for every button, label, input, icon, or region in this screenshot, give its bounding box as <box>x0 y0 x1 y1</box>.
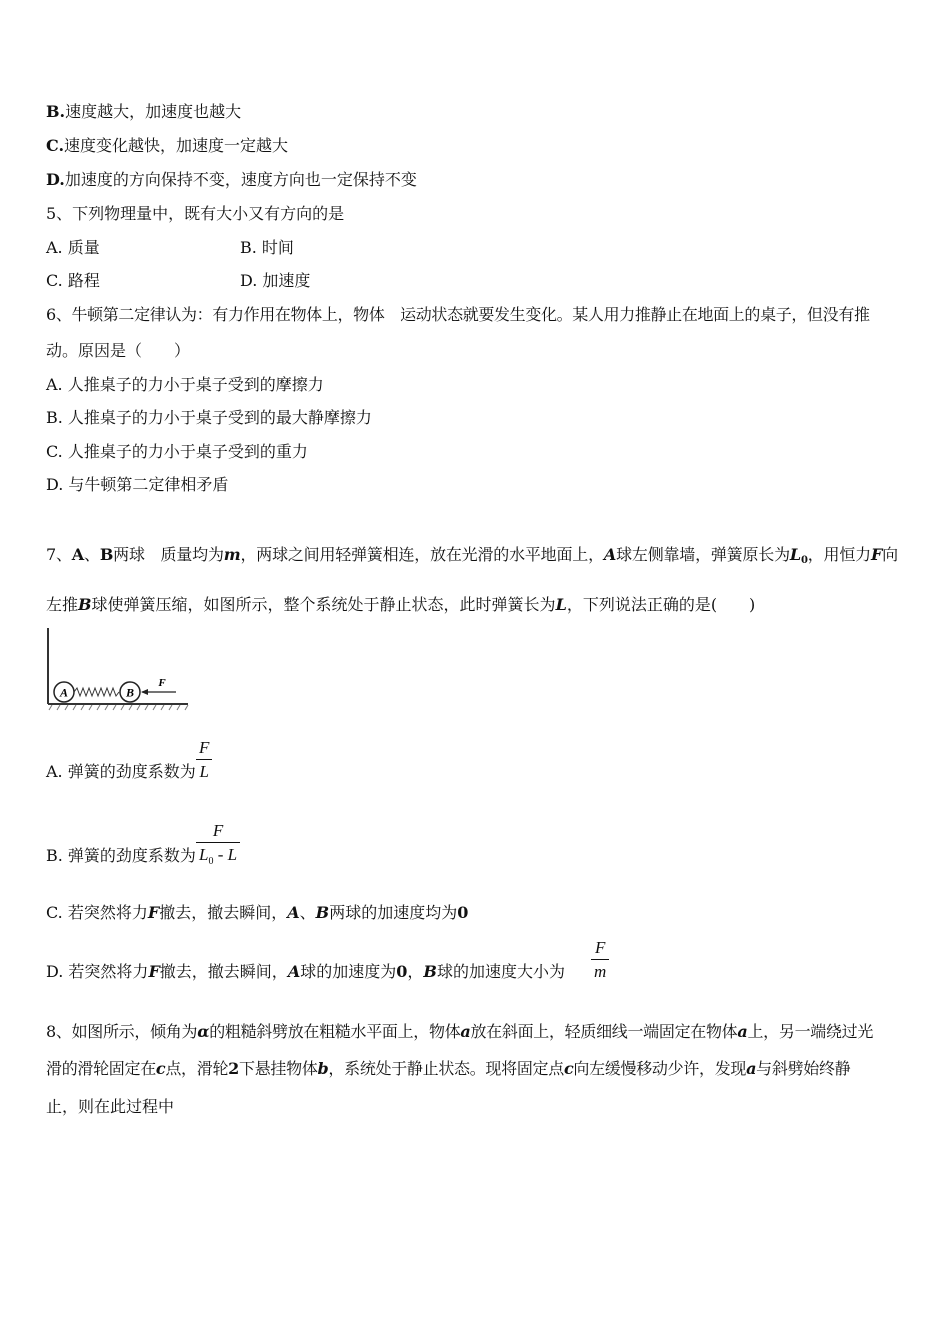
spring <box>74 688 119 696</box>
ball-b-label: B <box>125 685 135 700</box>
ground-hatching <box>49 705 188 710</box>
force-arrowhead <box>141 689 148 695</box>
q5-option-a: A. 质量 <box>46 238 100 257</box>
q4-option-b: B.速度越大，加速度也越大 <box>46 102 242 121</box>
q7-option-a: A. 弹簧的劲度系数为 <box>46 762 196 781</box>
q6-option-c: C. 人推桌子的力小于桌子受到的重力 <box>46 442 308 461</box>
q5-option-d: D. 加速度 <box>240 271 311 290</box>
q7-stem-line2: 左推B球使弹簧压缩，如图所示，整个系统处于静止状态，此时弹簧长为L，下列说法正确的是( ) <box>46 595 756 614</box>
q7-option-c: C. 若突然将力F撤去，撤去瞬间，A、B两球的加速度均为0 <box>46 903 469 922</box>
q7-option-d: D. 若突然将力F撤去，撤去瞬间，A球的加速度为0，B球的加速度大小为 <box>46 962 565 981</box>
q5-option-b: B. 时间 <box>240 238 294 257</box>
q6-stem-line2: 动。原因是（ ） <box>46 341 191 360</box>
q4-option-d: D.加速度的方向保持不变，速度方向也一定保持不变 <box>46 170 417 189</box>
force-label: F <box>158 677 166 689</box>
q6-option-b: B. 人推桌子的力小于桌子受到的最大静摩擦力 <box>46 408 372 427</box>
q8-stem-line1: 8、如图所示，倾角为α的粗糙斜劈放在粗糙水平面上，物体a放在斜面上，轻质细线一端固定在物体a上，另一端绕过光 <box>46 1022 874 1041</box>
q6-option-a: A. 人推桌子的力小于桌子受到的摩擦力 <box>46 375 324 394</box>
q6-option-d: D. 与牛顿第二定律相矛盾 <box>46 475 229 494</box>
q6-stem-line1: 6、牛顿第二定律认为：有力作用在物体上，物体 运动状态就要发生变化。某人用力推静止在地面上的桌子，但没有推 <box>46 305 870 324</box>
q7-option-b-fraction: F $L_0$ - L <box>196 821 240 867</box>
q8-stem-line3: 止，则在此过程中 <box>46 1097 175 1116</box>
q7-stem-line1: 7、A、B两球 质量均为m，两球之间用轻弹簧相连，放在光滑的水平地面上，A球左侧靠墙，弹簧原长为L0，用恒力F向 <box>46 545 898 566</box>
q5-stem: 5、下列物理量中，既有大小又有方向的是 <box>46 204 345 223</box>
q7-spring-figure <box>44 626 192 712</box>
ball-a-label: A <box>59 685 69 700</box>
q7-option-d-fraction: F m <box>591 938 609 982</box>
q7-option-a-fraction: F L <box>196 738 212 782</box>
q5-option-c: C. 路程 <box>46 271 100 290</box>
q4-option-c: C.速度变化越快，加速度一定越大 <box>46 136 289 155</box>
q7-option-b: B. 弹簧的劲度系数为 <box>46 846 196 865</box>
q8-stem-line2: 滑的滑轮固定在c点，滑轮2下悬挂物体b，系统处于静止状态。现将固定点c向左缓慢移动少许，发现a与斜劈始终静 <box>46 1059 851 1078</box>
